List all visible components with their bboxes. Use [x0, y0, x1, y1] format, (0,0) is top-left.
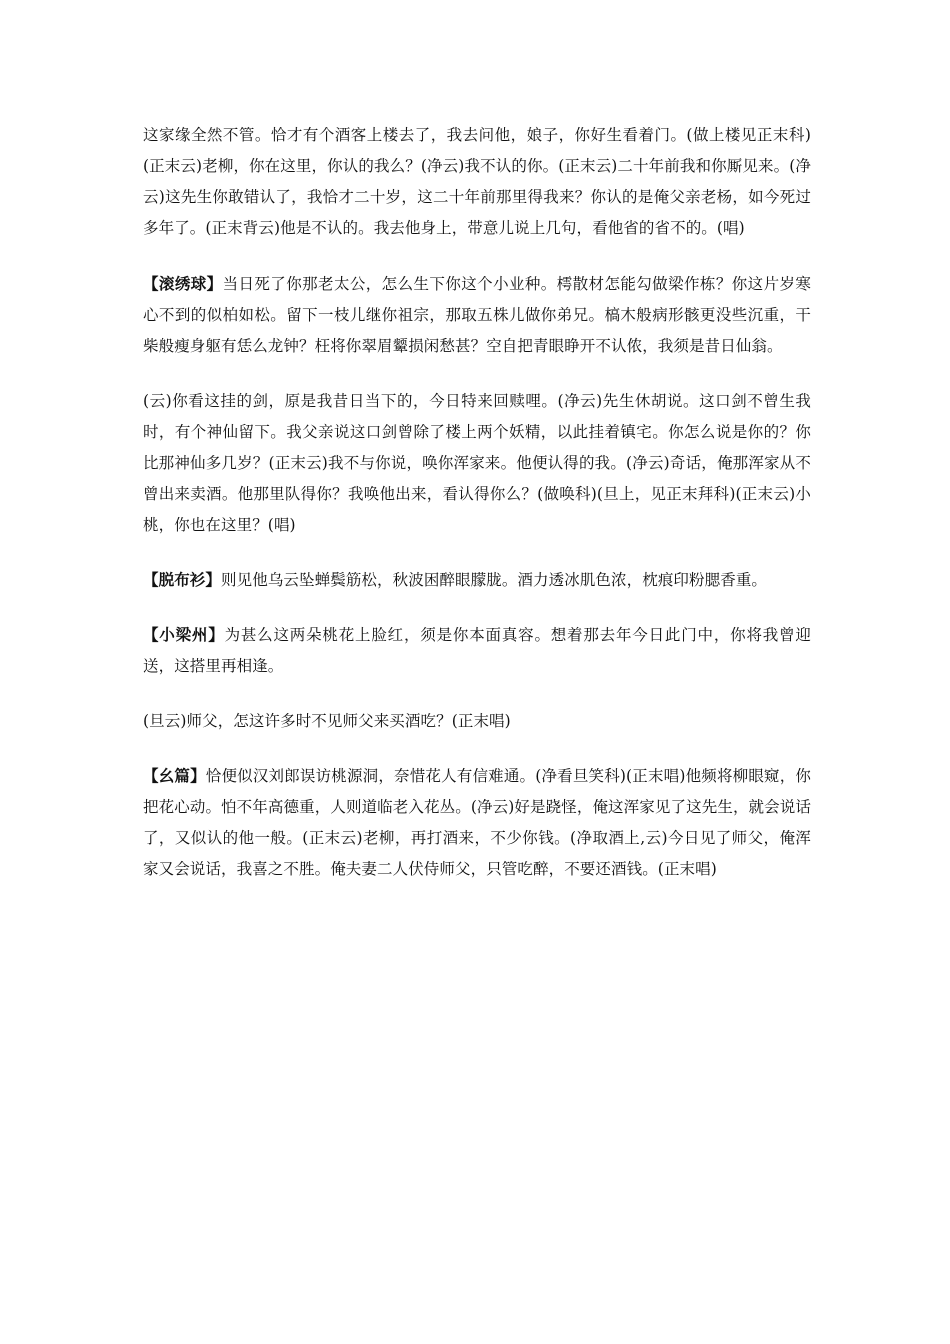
paragraph-1: [143, 119, 811, 244]
paragraph-text: 为甚么这两朵桃花上脸红，须是你本面真容。想着那去年今日此门中，你将我曾迎送，这搭里再相逢。: [143, 626, 811, 675]
tune-title: 【小梁州】: [143, 625, 225, 644]
tune-title: 【滚绣球】: [143, 274, 223, 293]
paragraph-6: [143, 705, 811, 737]
paragraph-text: 当日死了你那老太公，怎么生下你这个小业种。樗散材怎能勾做梁作栋？你这片岁寒心不到的似柏如松。留下一枝儿继你祖宗，那取五株儿做你弟兄。槁木般病形骸更没些沉重，干柴般瘦身躯有恁么龙钟？枉将你翠眉颦损闲愁甚？空自把青眼睁开不认侬，我须是昔日仙翁。: [143, 275, 811, 355]
paragraph-7: [143, 760, 811, 885]
tune-title: 【脱布衫】: [143, 570, 222, 589]
paragraph-3: [143, 385, 811, 541]
paragraph-text: 恰便似汉刘郎误访桃源洞，奈惜花人有信难通。(净看旦笑科)(正末唱)他频将柳眼窥，你把花心动。怕不年高德重，人则道临老入花丛。(净云)好是跷怪，俺这浑家见了这先生，就会说话了，又似认的他一般。(正末云)老柳，再打酒来，不少你钱。(净取酒上,云)今日见了师父，俺浑家又会说话，我喜之不胜。俺夫妻二人伏侍师父，只管吃醉，不要还酒钱。(正末唱): [143, 767, 812, 878]
paragraph-2: [143, 268, 811, 362]
paragraph-text: 则见他乌云坠蝉鬓筋松，秋波困醉眼朦胧。酒力透冰肌色浓，枕痕印粉腮香重。: [221, 571, 768, 589]
paragraph-text: 这家缘全然不管。恰才有个酒客上楼去了，我去问他，娘子，你好生看着门。(做上楼见正末科)(正末云)老柳，你在这里，你认的我么？(净云)我不认的你。(正末云)二十年前我和你厮见来。(净云)这先生你敢错认了，我恰才二十岁，这二十年前那里得我来？你认的是俺父亲老杨，如今死过多年了。(正末背云)他是不认的。我去他身上，带意儿说上几句，看他省的省不的。(唱): [143, 126, 811, 237]
paragraph-text: (旦云)师父，怎这许多时不见师父来买酒吃？(正末唱): [143, 712, 511, 730]
paragraph-4: [143, 564, 811, 596]
tune-title: 【幺篇】: [143, 766, 206, 785]
document-body: [143, 119, 811, 908]
paragraph-text: (云)你看这挂的剑，原是我昔日当下的，今日特来回赎哩。(净云)先生休胡说。这口剑不曾生我时，有个神仙留下。我父亲说这口剑曾除了楼上两个妖精，以此挂着镇宅。你怎么说是你的？你比那神仙多几岁？(正末云)我不与你说，唤你浑家来。他便认得的我。(净云)奇话，俺那浑家从不曾出来卖酒。他那里队得你？我唤他出来，看认得你么？(做唤科)(旦上，见正末拜科)(正末云)小桃，你也在这里？(唱): [143, 392, 811, 534]
paragraph-5: [143, 619, 811, 682]
